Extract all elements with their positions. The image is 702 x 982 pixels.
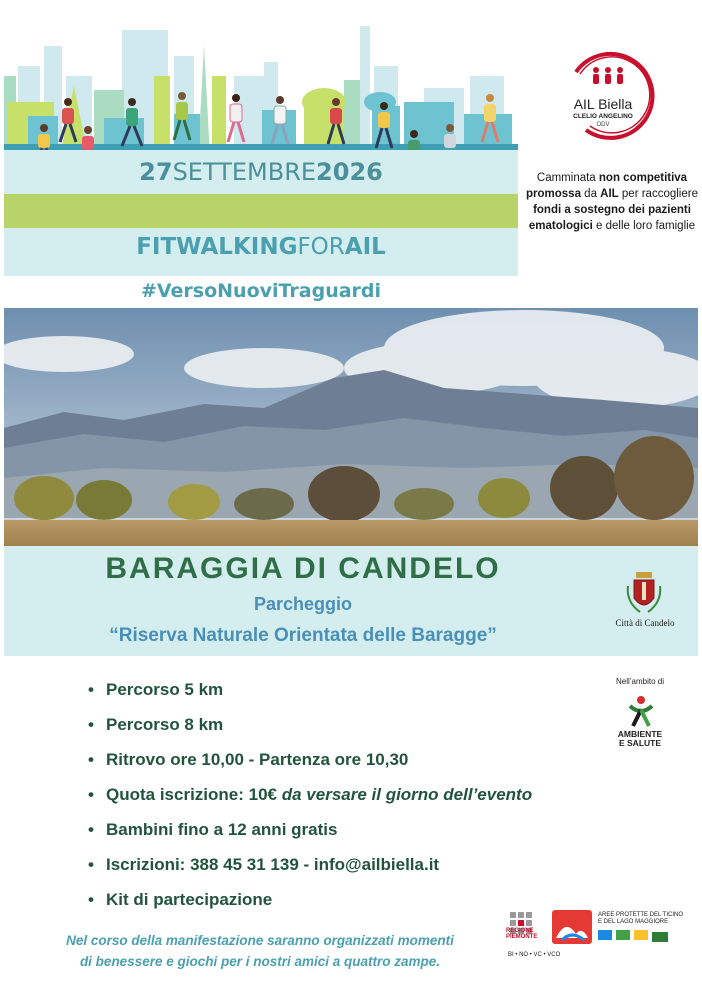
list-item: • Bambini fino a 12 anni gratis [88, 816, 532, 851]
aree-label-1: AREE PROTETTE DEL TICINO [598, 912, 684, 918]
event-date: 27SETTEMBRE2026 [139, 158, 383, 186]
info-list [88, 676, 532, 921]
ambiente-salute-label: AMBIENTE E SALUTE [617, 729, 663, 748]
ail-ring-icon [556, 42, 658, 144]
venue-parking: Parcheggio [253, 594, 353, 614]
list-item: • Quota iscrizione: 10€ da versare il giorno dell’evento [88, 781, 532, 816]
promo-text: Camminata non competitiva promossa da AIL per raccogliere fondi a sostegno dei pazienti ematologici e delle loro famiglie [526, 172, 698, 232]
venue-reserve: “Riserva Naturale Orientata delle Baragge” [109, 625, 497, 646]
candelo-crest-icon [624, 572, 664, 616]
accent-bar [4, 194, 518, 228]
aree-label-2: E DEL LAGO MAGGIORE [598, 919, 669, 925]
ail-odv: ODV [596, 122, 610, 128]
event-title: FITWALKINGFORAIL [136, 234, 386, 260]
partner-logos [506, 904, 692, 964]
venue-title: BARAGGIA DI CANDELO [105, 552, 501, 585]
event-hashtag: #VersoNuoviTraguardi [140, 280, 382, 302]
ambito-label: Nell’ambito di [615, 677, 665, 686]
landscape-photo [4, 308, 698, 546]
list-item: • Ritrovo ore 10,00 - Partenza ore 10,30 [88, 746, 532, 781]
candelo-label: Città di Candelo [615, 618, 675, 628]
footer-note: Nel corso della manifestazione saranno organizzati momenti di benessere e giochi per i nostri amici a quattro zampe. [66, 933, 454, 969]
codes-label: BI • NO • VC • VCO [508, 952, 561, 958]
list-item: • Percorso 8 km [88, 711, 532, 746]
regione-label: REGIONE PIEMONTE [506, 928, 538, 940]
list-item: • Kit di partecipazione [88, 886, 532, 921]
mountain-landscape-image [4, 308, 698, 546]
list-item: • Iscrizioni: 388 45 31 139 - info@ailbiella.it [88, 851, 532, 886]
ail-name: AIL Biella [573, 96, 633, 112]
list-item: • Percorso 5 km [88, 676, 532, 711]
ail-subtitle: CLELIO ANGELINO [573, 113, 633, 120]
ambiente-salute-icon [624, 694, 658, 728]
ail-biella-logo [556, 42, 658, 144]
